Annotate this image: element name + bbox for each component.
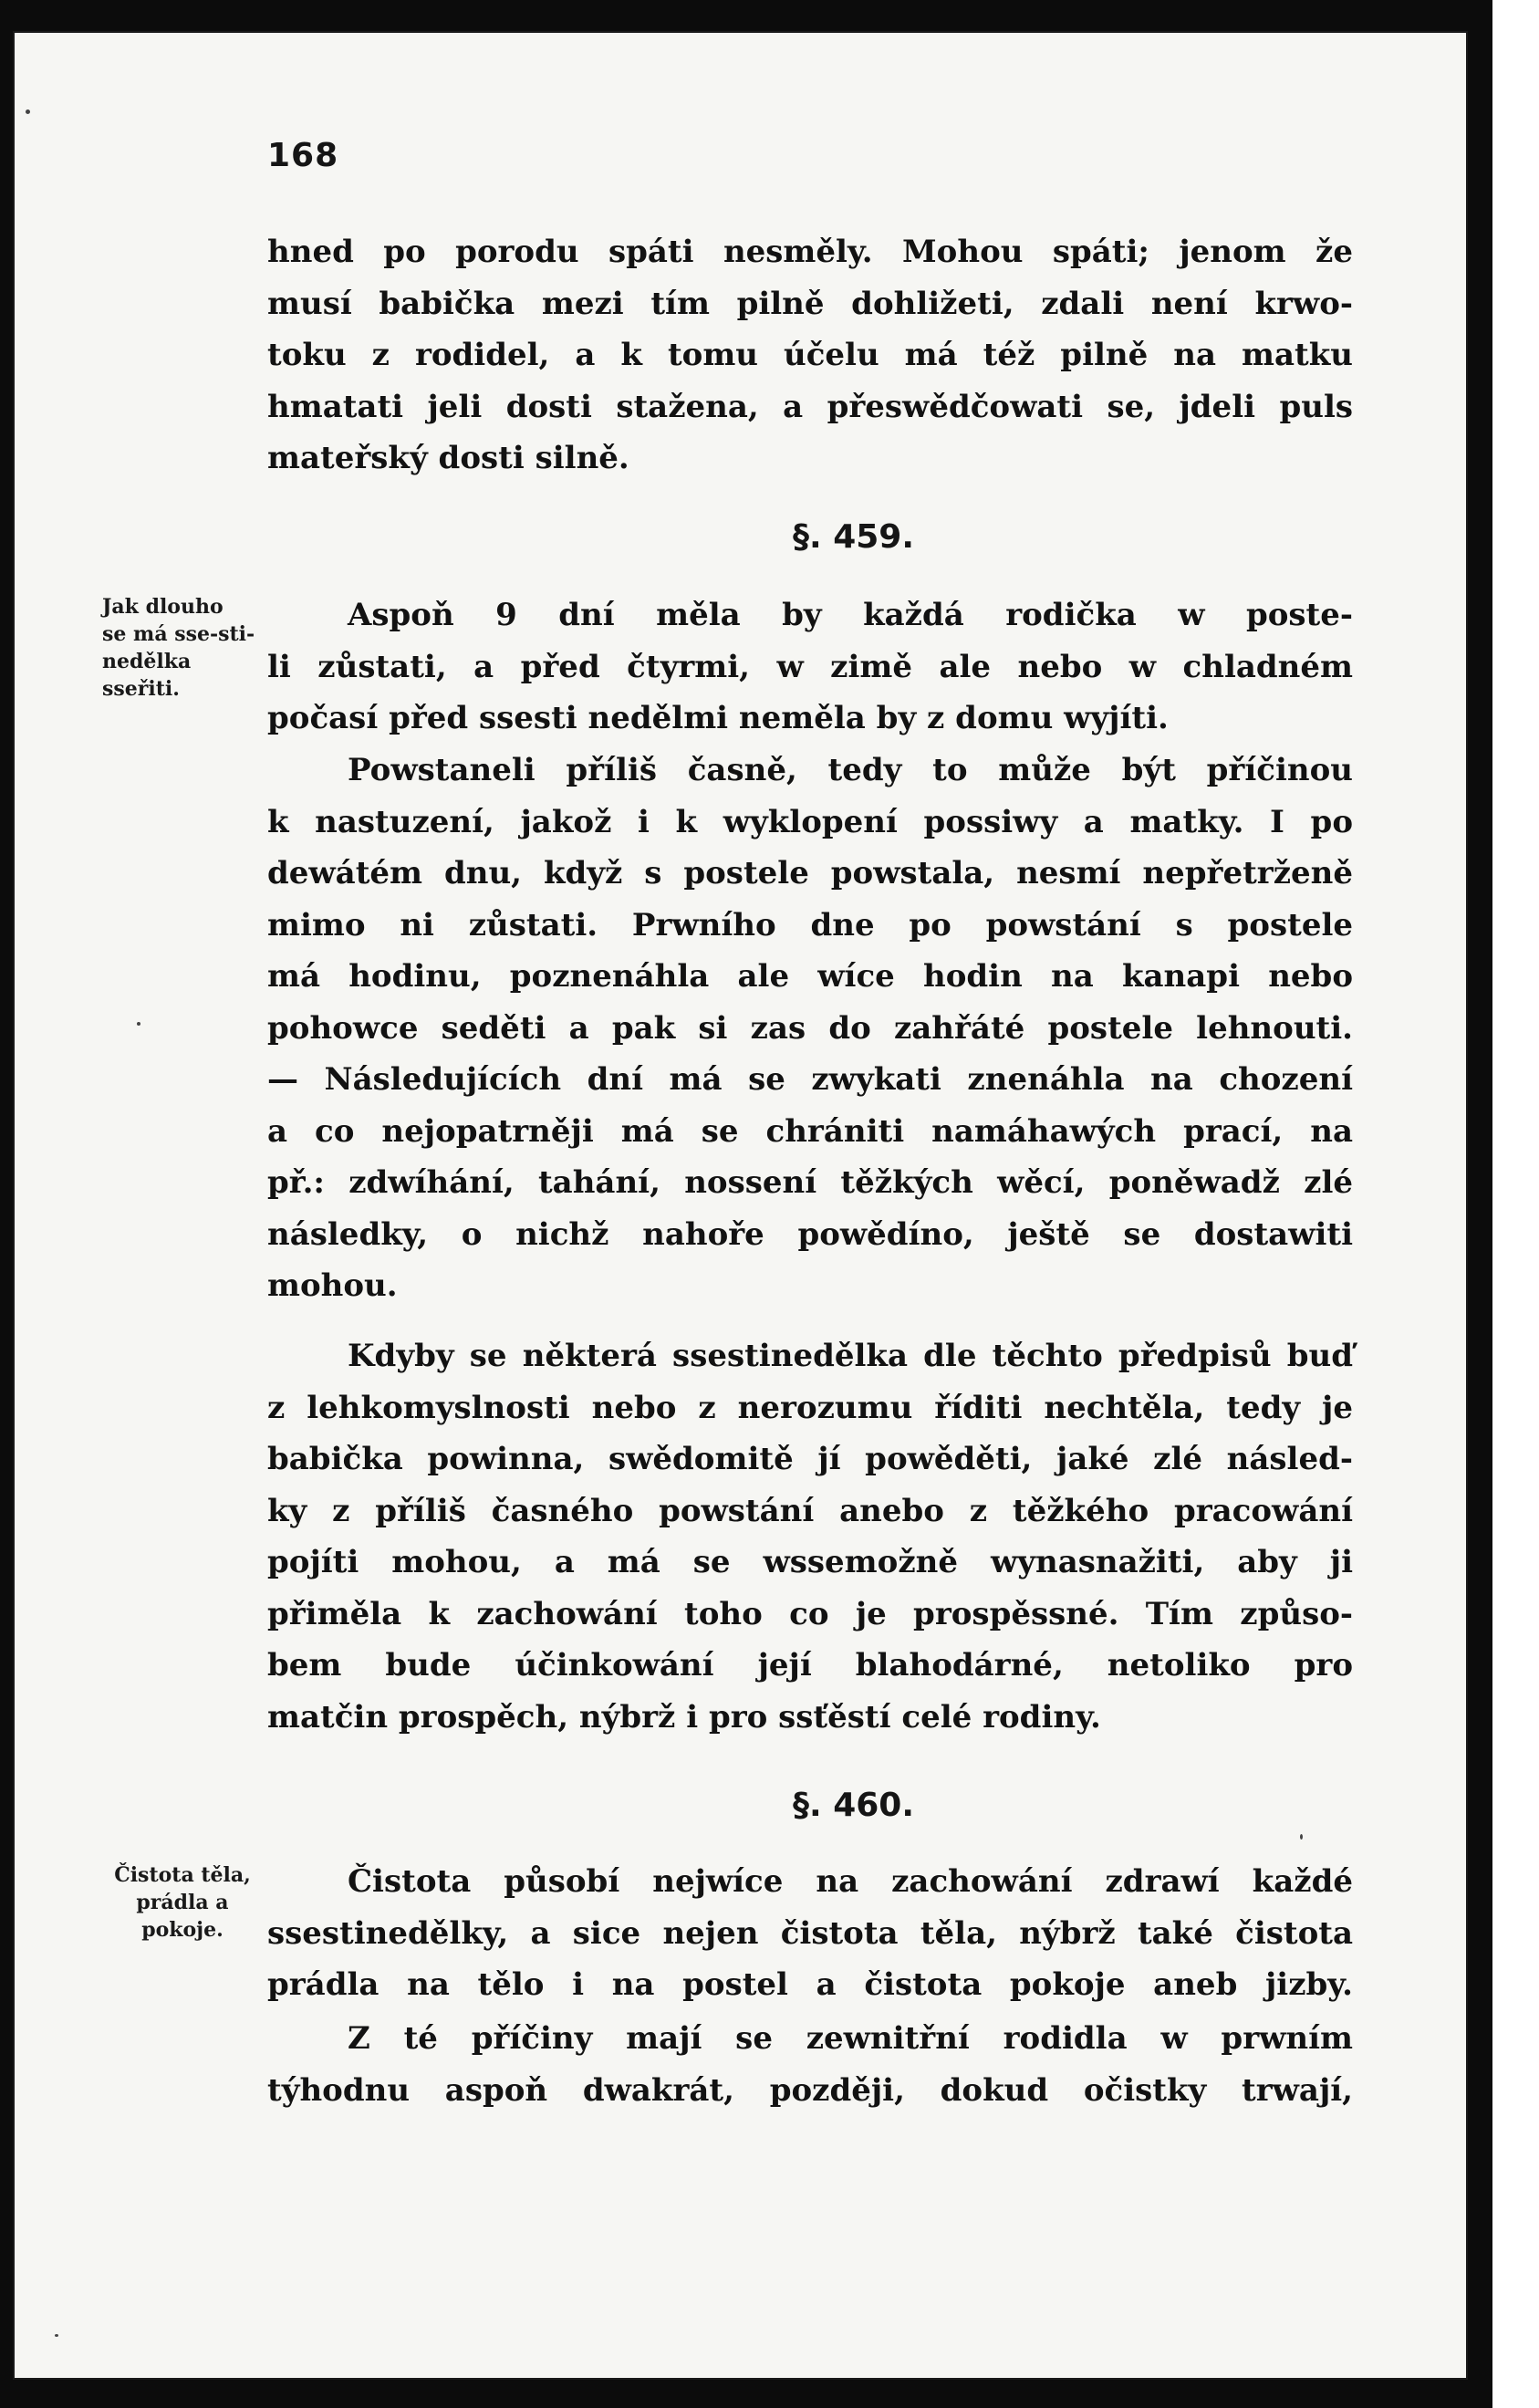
margin-note-460	[109, 1861, 255, 1944]
text-line: bem bude účinkowání její blahodárné, netoliko pro	[267, 1647, 1353, 1684]
text-line: z lehkomyslnosti nebo z nerozumu říditi nechtěla, tedy je	[267, 1389, 1353, 1426]
scan-speck	[26, 109, 30, 114]
text-line: babička powinna, swědomitě jí powěděti, jaké zlé násled-	[267, 1441, 1353, 1477]
text-line: mimo ni zůstati. Prwního dne po powstání s postele	[267, 906, 1353, 943]
text-line: Z té příčiny mají se zewnitřní rodidla w prwním	[348, 2020, 1353, 2057]
margin-note-line: prádla a	[136, 1891, 229, 1914]
text-line: má hodinu, poznenáhla ale wíce hodin na kanapi nebo	[267, 958, 1353, 995]
text-line: př.: zdwíhání, tahání, nossení těžkých wěcí, poněwadž zlé	[267, 1164, 1353, 1201]
scan-speck	[55, 2334, 58, 2337]
margin-note-line: pokoje.	[141, 1918, 224, 1942]
paragraph-459-2	[267, 745, 1353, 1312]
margin-note-line: Čistota těla,	[114, 1863, 251, 1887]
text-line: Čistota působí nejwíce na zachowání zdrawí každé	[348, 1863, 1353, 1900]
text-line: mateřský dosti silně.	[267, 440, 629, 476]
margin-note-line: nedělka	[102, 650, 192, 673]
text-line: toku z rodidel, a k tomu účelu má též pilně na matku	[267, 337, 1353, 373]
text-line: musí babička mezi tím pilně dohližeti, zdali není krwo-	[267, 285, 1353, 322]
text-line: mohou.	[267, 1267, 398, 1304]
paragraph-459-1	[267, 589, 1353, 745]
margin-note-line: sseřiti.	[102, 677, 180, 701]
text-line: matčin prospěch, nýbrž i pro ssťěstí celé rodiny.	[267, 1698, 1101, 1736]
text-line: pojíti mohou, a má se wssemožně wynasnažiti, aby ji	[267, 1544, 1353, 1580]
adjacent-page-edge	[1487, 0, 1539, 2408]
text-line: Aspoň 9 dní měla by každá rodička w poste-	[348, 597, 1353, 633]
margin-note-line: Jak dlouho	[102, 595, 224, 619]
text-line: hmatati jeli dosti stažena, a přeswědčowati se, jdeli puls	[267, 388, 1353, 425]
paragraph-460-1	[267, 1856, 1353, 2011]
text-line: a co nejopatrněji má se chrániti namáhawých prací, na	[267, 1112, 1353, 1150]
scan-speck	[1300, 1834, 1303, 1840]
scan-speck	[137, 1022, 140, 1026]
text-line: Kdyby se některá ssestinedělka dle těchto předpisů buď	[348, 1338, 1353, 1374]
paragraph-460-2	[267, 2013, 1353, 2116]
section-heading-459: §. 459.	[792, 518, 915, 556]
text-line: hned po porodu spáti nesměly. Mohou spáti; jenom že	[267, 234, 1353, 270]
text-line: dewátém dnu, když s postele powstala, nesmí nepřetrženě	[267, 855, 1353, 891]
text-line: Powstaneli příliš časně, tedy to může být příčinou	[348, 752, 1353, 788]
text-line: počasí před ssesti nedělmi neměla by z domu wyjíti.	[267, 700, 1169, 736]
text-line: prádla na tělo i na postel a čistota pokoje aneb jizby.	[267, 1966, 1353, 2003]
paragraph-459-3	[267, 1330, 1353, 1743]
text-line: následky, o nichž nahoře powědíno, ještě se dostawiti	[267, 1215, 1353, 1253]
margin-note-459	[102, 593, 255, 703]
text-line: přiměla k zachowání toho co je prospěssné. Tím způso-	[267, 1595, 1353, 1632]
text-line: li zůstati, a před čtyrmi, w zimě ale nebo w chladném	[267, 648, 1353, 685]
text-line: — Následujících dní má se zwykati znenáhla na chození	[267, 1061, 1353, 1098]
text-line: týhodnu aspoň dwakrát, později, dokud očistky trwají,	[267, 2071, 1353, 2109]
text-line: ssestinedělky, a sice nejen čistota těla, nýbrž také čistota	[267, 1914, 1353, 1952]
section-heading-460: §. 460.	[792, 1787, 915, 1824]
text-line: k nastuzení, jakož i k wyklopení possiwy a matky. I po	[267, 803, 1353, 840]
text-line: ky z příliš časného powstání anebo z těžkého pracowání	[267, 1492, 1353, 1529]
text-line: pohowce seděti a pak si zas do zahřáté postele lehnouti.	[267, 1009, 1353, 1047]
continuation-paragraph	[267, 226, 1353, 485]
margin-note-line: se má sse-sti-	[102, 622, 255, 646]
page-number: 168	[267, 137, 339, 174]
